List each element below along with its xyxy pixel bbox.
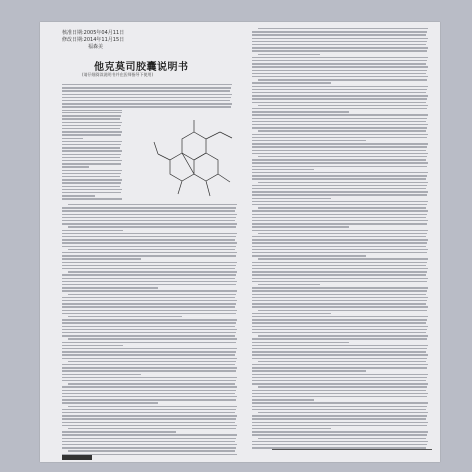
text-line [252,111,349,112]
text-line [62,258,141,259]
text-line [252,76,428,77]
text-line [252,255,366,256]
text-line [62,265,236,266]
text-line [252,441,428,442]
text-line [62,106,231,107]
text-line [252,226,349,227]
text-line [62,297,235,298]
text-line [252,297,428,298]
text-line [252,143,428,144]
manufacturer-mark: 福森美 [88,44,104,50]
text-line [62,434,237,435]
text-line [62,103,232,104]
text-line [252,70,427,71]
text-line [62,425,237,426]
text-line [252,124,428,125]
text-line [252,47,428,48]
text-line [252,374,428,375]
text-line [252,383,428,384]
insert-sheet [40,22,440,462]
text-line [252,262,427,263]
text-line [252,210,428,211]
text-line [252,425,427,426]
text-line [252,367,427,368]
text-line [252,223,427,224]
text-line [68,450,235,451]
text-line [62,306,235,307]
text-line [252,306,428,307]
left-column [62,22,242,462]
text-line [62,370,236,371]
text-line [62,335,235,336]
text-line [62,447,236,448]
text-line [62,418,236,419]
text-line [252,220,428,221]
text-line [252,194,427,195]
text-line [252,166,427,167]
text-line [62,128,120,129]
text-line [252,34,426,35]
text-line [62,367,237,368]
text-line [62,160,122,161]
text-line [252,63,426,64]
text-line [258,233,427,234]
document-title: 他克莫司胶囊说明书 [94,62,189,73]
text-line [258,156,427,157]
text-line [62,290,237,291]
text-line [252,217,426,218]
text-line [62,351,236,352]
text-line [62,252,237,253]
text-line [252,396,427,397]
chemical-structure-diagram [148,112,240,204]
text-line [258,438,426,439]
text-line [62,399,236,400]
text-line [252,57,428,58]
text-line [62,170,122,171]
text-line [252,146,427,147]
text-line [252,406,427,407]
text-line [62,134,121,135]
revision-date: 修改日期:2014年11月15日 [62,37,125,43]
text-line [252,390,426,391]
text-line [62,94,232,95]
text-line [62,319,237,320]
text-line [62,431,176,432]
text-line [252,140,366,141]
text-line [252,444,427,445]
text-line [68,383,235,384]
text-line [62,441,235,442]
text-line [252,418,426,419]
text-line [252,31,427,32]
text-line [252,172,428,173]
text-line [252,159,426,160]
text-line [62,176,120,177]
text-line [252,422,428,423]
text-line [252,41,427,42]
text-line [252,332,426,333]
text-line [252,415,427,416]
text-line [252,178,426,179]
text-line [62,332,236,333]
text-line [252,271,427,272]
text-line [62,345,123,346]
text-line [252,313,331,314]
text-line [62,138,83,139]
text-line [252,290,427,291]
text-line [62,217,236,218]
text-line [62,182,121,183]
text-line [62,110,122,111]
text-line [62,198,122,199]
text-line [252,358,427,359]
text-line [252,322,426,323]
text-line [252,303,426,304]
text-line [62,310,237,311]
text-line [252,191,428,192]
text-line [252,134,428,135]
text-line [68,406,237,407]
text-line [62,84,232,85]
text-line [252,242,427,243]
text-line [62,380,236,381]
text-line [68,271,237,272]
text-line [252,162,428,163]
text-line [62,354,235,355]
text-line [252,137,427,138]
text-line [62,112,122,113]
text-line [62,150,122,151]
text-line [68,338,237,339]
text-line [62,118,120,119]
text-line [62,147,120,148]
text-line [252,393,428,394]
text-line [62,179,122,180]
text-line [62,223,237,224]
text-line [252,409,426,410]
text-line [62,154,121,155]
text-line [258,207,426,208]
text-line [62,274,236,275]
text-line [62,195,95,196]
text-line [252,38,428,39]
text-line [62,422,235,423]
text-line [258,386,427,387]
text-line [252,326,428,327]
text-line [62,262,237,263]
text-line [252,114,428,115]
text-line [252,249,428,250]
text-line [252,198,331,199]
text-line [62,173,121,174]
text-line [62,313,236,314]
text-line [62,115,121,116]
text-line [252,278,428,279]
text-line [62,125,121,126]
text-line [68,316,182,317]
text-line [62,268,235,269]
text-line [252,265,426,266]
text-line [252,73,426,74]
text-line [252,236,426,237]
text-line [252,175,427,176]
text-line [252,268,428,269]
text-line [252,348,427,349]
text-line [252,287,428,288]
text-line [252,402,428,403]
text-line [252,252,427,253]
text-line [62,415,237,416]
text-line [252,434,427,435]
text-line [62,189,122,190]
text-line [62,438,236,439]
text-line [252,364,428,365]
text-line [62,396,237,397]
text-line [258,105,428,106]
text-line [62,303,236,304]
text-line [258,310,427,311]
text-line [258,412,428,413]
text-line [252,153,428,154]
text-line [252,281,427,282]
text-line [62,100,230,101]
text-line [252,201,428,202]
text-line [252,246,426,247]
text-line [252,294,426,295]
text-line [62,287,158,288]
text-line [252,95,428,96]
text-line [252,351,426,352]
text-line [252,60,427,61]
text-line [252,342,349,343]
text-line [62,207,236,208]
text-line [258,182,428,183]
text-line [252,345,428,346]
text-line [252,428,331,429]
text-line [252,214,427,215]
text-line [252,354,428,355]
text-line [62,157,120,158]
text-line [68,249,235,250]
text-line [62,322,236,323]
text-line [252,50,427,51]
text-line [62,329,237,330]
text-line [252,86,428,87]
text-line [62,141,122,142]
text-line [258,284,320,285]
footer-rule [272,449,432,456]
text-line [258,361,426,362]
text-line [252,98,427,99]
text-line [62,374,141,375]
text-line [258,54,320,55]
approval-dates [62,30,124,51]
text-line [252,150,426,151]
text-line [252,239,428,240]
text-line [62,87,231,88]
text-line [258,335,428,336]
text-line [62,358,237,359]
text-line [252,274,426,275]
text-line [62,97,231,98]
text-line [62,326,235,327]
text-line [252,118,427,119]
text-line [62,281,237,282]
text-line [62,342,236,343]
text-line [62,278,235,279]
text-line [252,102,426,103]
text-line [62,122,122,123]
text-line [62,300,237,301]
text-line [258,130,426,131]
text-line [252,188,426,189]
text-line [252,399,314,400]
text-line [62,166,89,167]
text-line [252,169,314,170]
text-line [62,377,237,378]
text-line [62,444,237,445]
text-line [62,144,121,145]
text-line [62,131,122,132]
text-line [252,82,331,83]
approval-date: 核准日期:2005年04月11日 [62,30,125,36]
document-subtitle: (请仔细阅读说明书并在医师指导下使用) [82,72,154,77]
text-line [62,393,235,394]
text-line [252,431,428,432]
text-line [62,214,237,215]
text-line [252,316,428,317]
text-line [252,92,426,93]
text-line [62,192,121,193]
text-line [252,319,427,320]
text-line [68,226,236,227]
page-marker [62,455,92,460]
text-line [62,242,237,243]
text-line [62,390,236,391]
text-line [62,90,230,91]
text-line [252,121,426,122]
text-line [252,230,428,231]
text-line [68,294,236,295]
text-line [62,412,235,413]
text-line [62,348,237,349]
text-line [252,377,427,378]
text-line [62,220,235,221]
text-line [252,66,428,67]
right-column [252,22,430,462]
text-line [62,239,235,240]
text-line [252,127,427,128]
text-line [258,79,427,80]
text-line [62,255,236,256]
text-line [252,370,366,371]
text-line [62,186,120,187]
text-line [62,230,123,231]
text-line [68,361,236,362]
text-line [62,409,236,410]
text-line [252,380,426,381]
text-line [62,402,158,403]
text-line [62,163,121,164]
text-line [252,44,426,45]
text-line [252,108,427,109]
text-line [68,428,236,429]
text-line [62,236,236,237]
text-line [62,210,235,211]
text-line [258,28,428,29]
text-line [252,204,427,205]
text-line [252,300,427,301]
text-line [258,258,428,259]
text-line [68,204,237,205]
text-line [252,185,427,186]
text-line [62,246,236,247]
text-line [252,329,427,330]
text-line [62,284,236,285]
text-line [62,233,237,234]
text-line [252,89,427,90]
text-line [252,338,427,339]
text-line [62,364,235,365]
text-line [62,386,237,387]
